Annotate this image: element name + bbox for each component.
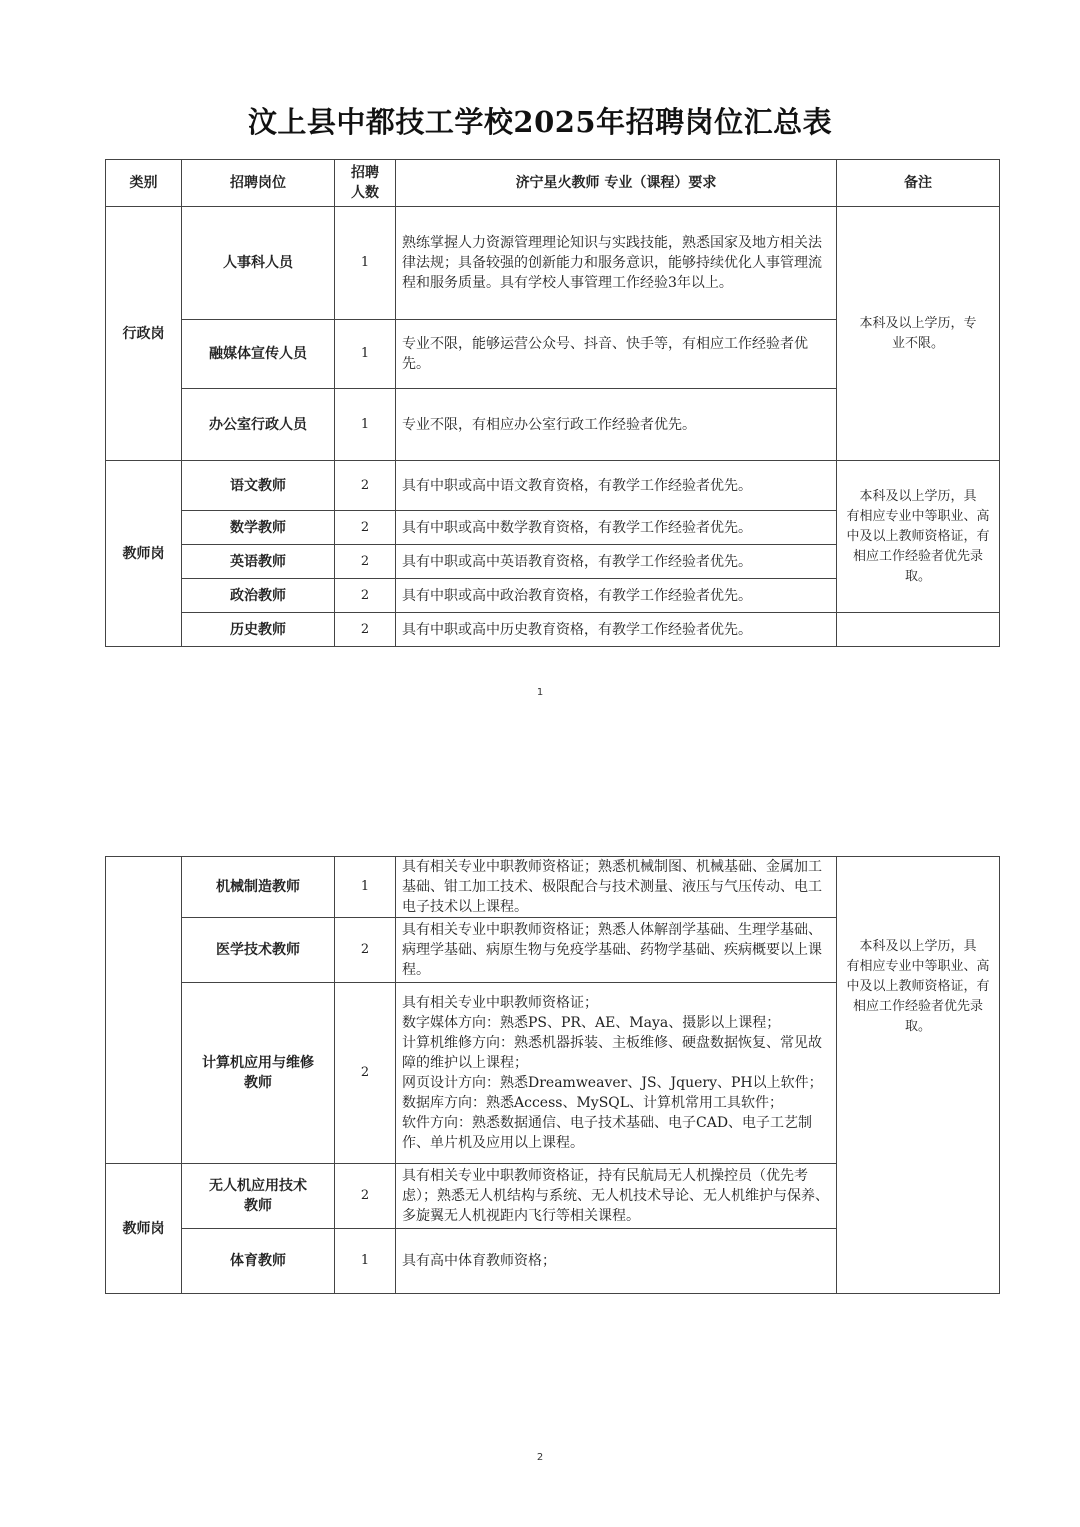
position-cell: 机械制造教师 <box>182 857 335 918</box>
position-cell: 历史教师 <box>182 613 335 647</box>
requirements-cell: 具有中职或高中英语教育资格，有教学工作经验者优先。 <box>396 545 837 579</box>
count-cell: 1 <box>335 389 396 461</box>
table-row <box>106 207 1000 320</box>
position-cell: 无人机应用技术 教师 <box>182 1164 335 1229</box>
position-cell: 融媒体宣传人员 <box>182 320 335 389</box>
count-cell: 2 <box>335 613 396 647</box>
header-remarks: 备注 <box>837 160 1000 207</box>
empty-remarks-cell <box>837 613 1000 647</box>
requirements-cell: 具有相关专业中职教师资格证；熟悉机械制图、机械基础、金属加工基础、钳工加工技术、极限配合与技术测量、液压与气压传动、电工电子技术以上课程。 <box>396 857 837 918</box>
table-header-row <box>106 160 1000 207</box>
table-row <box>106 857 1000 918</box>
remarks-cell: 本科及以上学历，具 有相应专业中等职业、高 中及以上教师资格证，有 相应工作经验者优先录 取。 <box>837 461 1000 613</box>
position-cell: 体育教师 <box>182 1229 335 1294</box>
position-cell: 医学技术教师 <box>182 918 335 983</box>
table-row <box>106 461 1000 511</box>
requirements-cell: 专业不限，有相应办公室行政工作经验者优先。 <box>396 389 837 461</box>
requirements-cell: 具有中职或高中数学教育资格，有教学工作经验者优先。 <box>396 511 837 545</box>
requirements-cell: 具有中职或高中语文教育资格，有教学工作经验者优先。 <box>396 461 837 511</box>
requirements-cell: 具有中职或高中政治教育资格，有教学工作经验者优先。 <box>396 579 837 613</box>
page-title: 汶上县中都技工学校2025年招聘岗位汇总表 <box>247 105 833 139</box>
header-category: 类别 <box>106 160 182 207</box>
category-cell: 教师岗 <box>106 1164 182 1294</box>
position-cell: 英语教师 <box>182 545 335 579</box>
header-position: 招聘岗位 <box>182 160 335 207</box>
recruitment-table-page2 <box>105 856 1000 1294</box>
count-cell: 2 <box>335 545 396 579</box>
header-count: 招聘 人数 <box>335 160 396 207</box>
count-cell: 1 <box>335 320 396 389</box>
requirements-cell: 专业不限，能够运营公众号、抖音、快手等，有相应工作经验者优先。 <box>396 320 837 389</box>
requirements-cell: 具有中职或高中历史教育资格，有教学工作经验者优先。 <box>396 613 837 647</box>
category-cell: 教师岗 <box>106 461 182 647</box>
position-cell: 数学教师 <box>182 511 335 545</box>
remarks-cell: 本科及以上学历，具 有相应专业中等职业、高 中及以上教师资格证，有 相应工作经验者优先录 取。 <box>837 857 1000 1294</box>
remarks-cell: 本科及以上学历，专 业不限。 <box>837 207 1000 461</box>
position-cell: 语文教师 <box>182 461 335 511</box>
count-cell: 2 <box>335 579 396 613</box>
requirements-cell: 具有高中体育教师资格； <box>396 1229 837 1294</box>
recruitment-table-page1 <box>105 159 1000 647</box>
count-cell: 1 <box>335 207 396 320</box>
count-cell: 2 <box>335 918 396 983</box>
page-number: 2 <box>536 1452 544 1463</box>
position-cell: 计算机应用与维修 教师 <box>182 983 335 1164</box>
page-number: 1 <box>536 687 544 698</box>
header-requirements: 济宁星火教师 专业（课程）要求 <box>396 160 837 207</box>
count-cell: 2 <box>335 461 396 511</box>
count-cell: 2 <box>335 983 396 1164</box>
requirements-cell: 具有相关专业中职教师资格证； 数字媒体方向：熟悉PS、PR、AE、Maya、摄影以上课程； 计算机维修方向：熟悉机器拆装、主板维修、硬盘数据恢复、常见故障的维护以上课程； 网页设计方向：熟悉Dreamweaver、JS、Jquery、PH以上软件； 数据库方向：熟悉Access、MySQL、计算机常用工具软件； 软件方向：熟悉数据通信、电子技术基础、电子CAD、电子工艺制作、单片机及应用以上课程。 <box>396 983 837 1164</box>
empty-category-cell <box>106 857 182 1164</box>
position-cell: 办公室行政人员 <box>182 389 335 461</box>
requirements-cell: 具有相关专业中职教师资格证，持有民航局无人机操控员（优先考虑）；熟悉无人机结构与系统、无人机技术导论、无人机维护与保养、多旋翼无人机视距内飞行等相关课程。 <box>396 1164 837 1229</box>
position-cell: 政治教师 <box>182 579 335 613</box>
position-cell: 人事科人员 <box>182 207 335 320</box>
count-cell: 1 <box>335 1229 396 1294</box>
table-row <box>106 613 1000 647</box>
requirements-cell: 具有相关专业中职教师资格证；熟悉人体解剖学基础、生理学基础、病理学基础、病原生物与免疫学基础、药物学基础、疾病概要以上课程。 <box>396 918 837 983</box>
count-cell: 2 <box>335 511 396 545</box>
count-cell: 2 <box>335 1164 396 1229</box>
requirements-cell: 熟练掌握人力资源管理理论知识与实践技能，熟悉国家及地方相关法律法规；具备较强的创新能力和服务意识，能够持续优化人事管理流程和服务质量。具有学校人事管理工作经验3年以上。 <box>396 207 837 320</box>
category-cell: 行政岗 <box>106 207 182 461</box>
count-cell: 1 <box>335 857 396 918</box>
